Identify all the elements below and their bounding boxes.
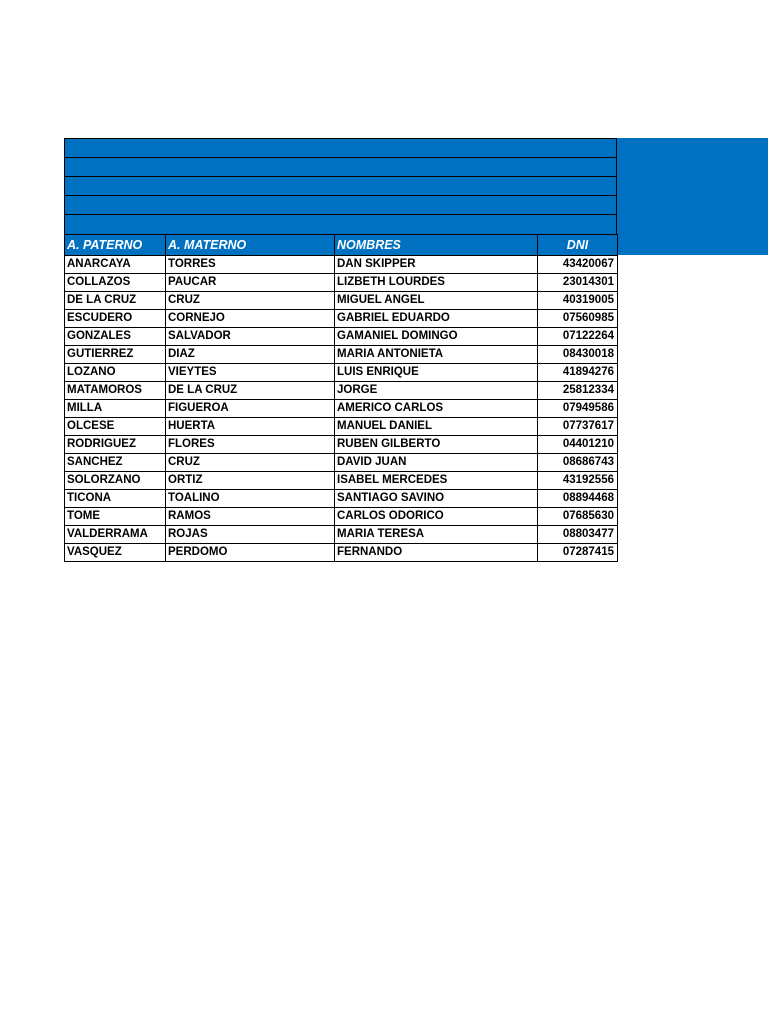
cell-nombres[interactable]: MIGUEL ANGEL bbox=[335, 292, 538, 310]
banner-gridline bbox=[65, 176, 616, 177]
table-row bbox=[65, 292, 618, 310]
cell-materno[interactable]: CORNEJO bbox=[166, 310, 335, 328]
cell-nombres[interactable]: AMERICO CARLOS bbox=[335, 400, 538, 418]
cell-paterno[interactable]: ESCUDERO bbox=[65, 310, 166, 328]
cell-paterno[interactable]: TOME bbox=[65, 508, 166, 526]
cell-nombres[interactable]: FERNANDO bbox=[335, 544, 538, 562]
table-row bbox=[65, 454, 618, 472]
cell-materno[interactable]: FIGUEROA bbox=[166, 400, 335, 418]
cell-nombres[interactable]: SANTIAGO SAVINO bbox=[335, 490, 538, 508]
banner-gridline bbox=[65, 214, 616, 215]
cell-paterno[interactable]: LOZANO bbox=[65, 364, 166, 382]
cell-dni[interactable]: 41894276 bbox=[538, 364, 618, 382]
banner-gridline bbox=[65, 195, 616, 196]
cell-paterno[interactable]: VASQUEZ bbox=[65, 544, 166, 562]
column-header-dni[interactable]: DNI bbox=[538, 235, 618, 256]
cell-materno[interactable]: PAUCAR bbox=[166, 274, 335, 292]
cell-paterno[interactable]: COLLAZOS bbox=[65, 274, 166, 292]
cell-nombres[interactable]: LUIS ENRIQUE bbox=[335, 364, 538, 382]
cell-materno[interactable]: DE LA CRUZ bbox=[166, 382, 335, 400]
cell-materno[interactable]: ROJAS bbox=[166, 526, 335, 544]
table-row bbox=[65, 508, 618, 526]
cell-nombres[interactable]: DAVID JUAN bbox=[335, 454, 538, 472]
table-row bbox=[65, 382, 618, 400]
table-row bbox=[65, 472, 618, 490]
cell-paterno[interactable]: VALDERRAMA bbox=[65, 526, 166, 544]
table-row bbox=[65, 274, 618, 292]
cell-nombres[interactable]: GABRIEL EDUARDO bbox=[335, 310, 538, 328]
cell-paterno[interactable]: GONZALES bbox=[65, 328, 166, 346]
cell-paterno[interactable]: SOLORZANO bbox=[65, 472, 166, 490]
table-row bbox=[65, 436, 618, 454]
table-row bbox=[65, 526, 618, 544]
cell-materno[interactable]: ORTIZ bbox=[166, 472, 335, 490]
cell-materno[interactable]: DIAZ bbox=[166, 346, 335, 364]
cell-materno[interactable]: FLORES bbox=[166, 436, 335, 454]
cell-materno[interactable]: RAMOS bbox=[166, 508, 335, 526]
cell-dni[interactable]: 07685630 bbox=[538, 508, 618, 526]
cell-nombres[interactable]: ISABEL MERCEDES bbox=[335, 472, 538, 490]
cell-paterno[interactable]: MATAMOROS bbox=[65, 382, 166, 400]
cell-dni[interactable]: 43192556 bbox=[538, 472, 618, 490]
cell-dni[interactable]: 23014301 bbox=[538, 274, 618, 292]
title-banner bbox=[64, 138, 617, 235]
table-row bbox=[65, 364, 618, 382]
cell-dni[interactable]: 40319005 bbox=[538, 292, 618, 310]
cell-nombres[interactable]: MARIA ANTONIETA bbox=[335, 346, 538, 364]
cell-paterno[interactable]: DE LA CRUZ bbox=[65, 292, 166, 310]
column-header-paterno[interactable]: A. PATERNO bbox=[65, 235, 166, 256]
people-table bbox=[64, 234, 618, 562]
table-row bbox=[65, 490, 618, 508]
cell-dni[interactable]: 04401210 bbox=[538, 436, 618, 454]
header-row bbox=[65, 235, 618, 256]
table-row bbox=[65, 256, 618, 274]
cell-paterno[interactable]: TICONA bbox=[65, 490, 166, 508]
cell-paterno[interactable]: GUTIERREZ bbox=[65, 346, 166, 364]
cell-paterno[interactable]: OLCESE bbox=[65, 418, 166, 436]
cell-dni[interactable]: 07560985 bbox=[538, 310, 618, 328]
table-row bbox=[65, 544, 618, 562]
cell-paterno[interactable]: RODRIGUEZ bbox=[65, 436, 166, 454]
cell-dni[interactable]: 43420067 bbox=[538, 256, 618, 274]
cell-materno[interactable]: TORRES bbox=[166, 256, 335, 274]
cell-nombres[interactable]: MANUEL DANIEL bbox=[335, 418, 538, 436]
cell-nombres[interactable]: CARLOS ODORICO bbox=[335, 508, 538, 526]
cell-materno[interactable]: VIEYTES bbox=[166, 364, 335, 382]
cell-dni[interactable]: 07122264 bbox=[538, 328, 618, 346]
cell-materno[interactable]: CRUZ bbox=[166, 292, 335, 310]
cell-dni[interactable]: 08803477 bbox=[538, 526, 618, 544]
cell-paterno[interactable]: ANARCAYA bbox=[65, 256, 166, 274]
cell-dni[interactable]: 25812334 bbox=[538, 382, 618, 400]
cell-nombres[interactable]: MARIA TERESA bbox=[335, 526, 538, 544]
cell-nombres[interactable]: RUBEN GILBERTO bbox=[335, 436, 538, 454]
banner-extension bbox=[617, 138, 768, 255]
cell-materno[interactable]: HUERTA bbox=[166, 418, 335, 436]
banner-gridline bbox=[65, 157, 616, 158]
cell-paterno[interactable]: SANCHEZ bbox=[65, 454, 166, 472]
column-header-nombres[interactable]: NOMBRES bbox=[335, 235, 538, 256]
cell-nombres[interactable]: JORGE bbox=[335, 382, 538, 400]
cell-dni[interactable]: 07949586 bbox=[538, 400, 618, 418]
cell-dni[interactable]: 07737617 bbox=[538, 418, 618, 436]
table-row bbox=[65, 328, 618, 346]
table-row bbox=[65, 418, 618, 436]
cell-materno[interactable]: CRUZ bbox=[166, 454, 335, 472]
cell-dni[interactable]: 08430018 bbox=[538, 346, 618, 364]
table-body bbox=[65, 256, 618, 562]
cell-nombres[interactable]: LIZBETH LOURDES bbox=[335, 274, 538, 292]
cell-nombres[interactable]: GAMANIEL DOMINGO bbox=[335, 328, 538, 346]
cell-materno[interactable]: SALVADOR bbox=[166, 328, 335, 346]
table-row bbox=[65, 310, 618, 328]
cell-dni[interactable]: 08686743 bbox=[538, 454, 618, 472]
column-header-materno[interactable]: A. MATERNO bbox=[166, 235, 335, 256]
cell-nombres[interactable]: DAN SKIPPER bbox=[335, 256, 538, 274]
table-row bbox=[65, 346, 618, 364]
cell-materno[interactable]: TOALINO bbox=[166, 490, 335, 508]
table-row bbox=[65, 400, 618, 418]
cell-materno[interactable]: PERDOMO bbox=[166, 544, 335, 562]
cell-dni[interactable]: 07287415 bbox=[538, 544, 618, 562]
cell-dni[interactable]: 08894468 bbox=[538, 490, 618, 508]
cell-paterno[interactable]: MILLA bbox=[65, 400, 166, 418]
